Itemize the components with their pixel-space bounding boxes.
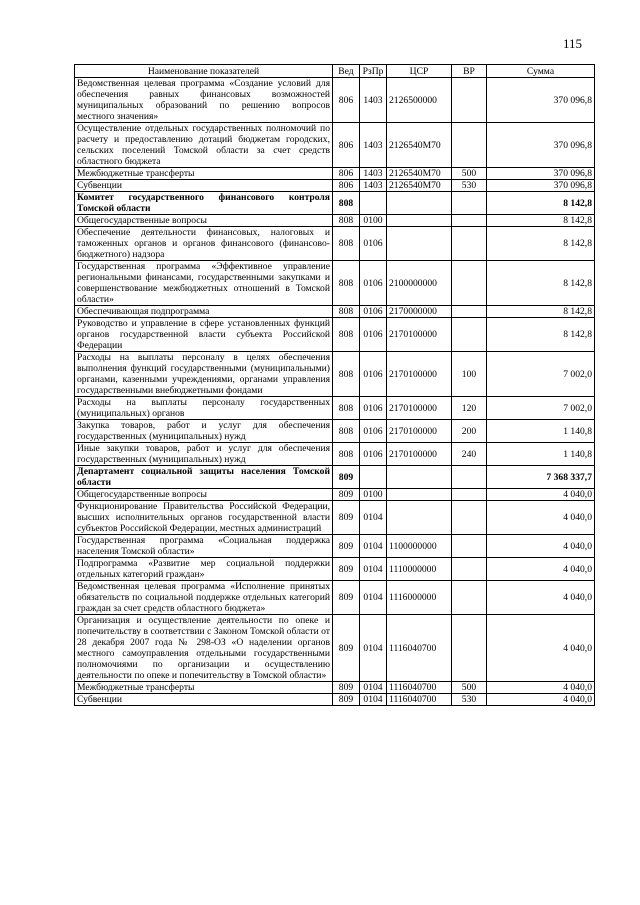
row-name-cell: Общегосударственные вопросы [75,489,333,501]
row-csr-cell: 1116000000 [387,581,452,615]
row-name-cell: Обеспечивающая подпрограмма [75,306,333,318]
table-row [75,261,595,306]
table-row [75,466,595,489]
row-vr-cell: 100 [452,352,487,397]
budget-table [74,64,595,706]
row-sum-cell: 8 142,8 [487,192,595,215]
table-row [75,443,595,466]
row-csr-cell: 2126540М70 [387,168,452,180]
row-vr-cell [452,489,487,501]
row-name-cell: Ведомственная целевая программа «Исполнение принятых обязательств по социальной поддержке отдельных категорий граждан за счет средств областного бюджета» [75,581,333,615]
table-row [75,682,595,694]
table-row [75,192,595,215]
table-row [75,558,595,581]
row-vr-cell: 120 [452,397,487,420]
header-sum: Сумма [487,65,595,78]
row-csr-cell: 1116040700 [387,694,452,706]
row-ved-cell: 808 [333,227,360,261]
row-sum-cell: 370 096,8 [487,123,595,168]
row-vr-cell [452,466,487,489]
row-name-cell: Департамент социальной защиты населения Томской области [75,466,333,489]
row-sum-cell: 4 040,0 [487,535,595,558]
row-name-cell: Организация и осуществление деятельности по опеке и попечительству в соответствии с Законом Томской области от 28 декабря 2007 года № 298-ОЗ «О наделении органов местного самоуправления отдельными государственными полномочиями по организации и осуществлению деятельности по опеке и попечительству в Томской области» [75,615,333,682]
row-rzpr-cell: 0106 [360,397,387,420]
row-rzpr-cell: 0104 [360,615,387,682]
header-name: Наименование показателей [75,65,333,78]
row-sum-cell: 4 040,0 [487,558,595,581]
header-vr: ВР [452,65,487,78]
row-rzpr-cell [360,192,387,215]
table-row [75,123,595,168]
row-ved-cell: 808 [333,352,360,397]
table-body [75,78,595,706]
row-ved-cell: 809 [333,558,360,581]
row-name-cell: Руководство и управление в сфере установленных функций органов государственной власти субъекта Российской Федерации [75,318,333,352]
header-ved: Вед [333,65,360,78]
row-sum-cell: 4 040,0 [487,682,595,694]
row-ved-cell: 806 [333,180,360,192]
row-name-cell: Межбюджетные трансферты [75,168,333,180]
row-ved-cell: 808 [333,443,360,466]
row-vr-cell [452,558,487,581]
row-vr-cell [452,306,487,318]
row-csr-cell: 1116040700 [387,615,452,682]
row-sum-cell: 8 142,8 [487,261,595,306]
row-sum-cell: 370 096,8 [487,168,595,180]
row-sum-cell: 8 142,8 [487,306,595,318]
row-ved-cell: 809 [333,682,360,694]
table-row [75,215,595,227]
row-ved-cell: 808 [333,397,360,420]
row-ved-cell: 809 [333,581,360,615]
row-csr-cell: 2126540М70 [387,180,452,192]
row-name-cell: Ведомственная целевая программа «Создание условий для обеспечения равных финансовых возможностей муниципальных образований по решению вопросов местного значения» [75,78,333,123]
row-vr-cell: 500 [452,168,487,180]
row-ved-cell: 806 [333,78,360,123]
row-ved-cell: 809 [333,489,360,501]
row-ved-cell: 808 [333,215,360,227]
row-vr-cell [452,261,487,306]
row-sum-cell: 7 002,0 [487,352,595,397]
table-row [75,318,595,352]
row-rzpr-cell: 1403 [360,180,387,192]
row-name-cell: Обеспечение деятельности финансовых, налоговых и таможенных органов и органов финансового (финансово-бюджетного) надзора [75,227,333,261]
row-rzpr-cell: 0104 [360,581,387,615]
row-sum-cell: 1 140,8 [487,443,595,466]
row-ved-cell: 809 [333,535,360,558]
row-rzpr-cell: 0104 [360,535,387,558]
row-vr-cell: 200 [452,420,487,443]
row-rzpr-cell: 0104 [360,682,387,694]
row-sum-cell: 4 040,0 [487,694,595,706]
row-csr-cell: 2170100000 [387,420,452,443]
row-sum-cell: 8 142,8 [487,318,595,352]
row-csr-cell: 2170100000 [387,318,452,352]
row-csr-cell: 2170100000 [387,443,452,466]
row-sum-cell: 4 040,0 [487,489,595,501]
row-csr-cell: 2100000000 [387,261,452,306]
header-rzpr: РзПр [360,65,387,78]
row-csr-cell [387,501,452,535]
row-rzpr-cell: 0104 [360,501,387,535]
header-csr: ЦСР [387,65,452,78]
table-row [75,501,595,535]
row-name-cell: Расходы на выплаты персоналу государственных (муниципальных) органов [75,397,333,420]
row-name-cell: Государственная программа «Социальная поддержка населения Томской области» [75,535,333,558]
table-header-row [75,65,595,78]
row-name-cell: Расходы на выплаты персоналу в целях обеспечения выполнения функций государственными (муниципальными) органами, казенными учреждениями, органами управления государственными внебюджетными фондами [75,352,333,397]
row-rzpr-cell: 0106 [360,420,387,443]
row-ved-cell: 808 [333,318,360,352]
row-name-cell: Иные закупки товаров, работ и услуг для обеспечения государственных (муниципальных) нужд [75,443,333,466]
row-name-cell: Общегосударственные вопросы [75,215,333,227]
row-vr-cell [452,501,487,535]
row-rzpr-cell [360,466,387,489]
row-ved-cell: 808 [333,420,360,443]
row-rzpr-cell: 0100 [360,489,387,501]
row-name-cell: Межбюджетные трансферты [75,682,333,694]
row-sum-cell: 370 096,8 [487,78,595,123]
row-sum-cell: 8 142,8 [487,215,595,227]
row-vr-cell [452,123,487,168]
row-csr-cell: 1110000000 [387,558,452,581]
table-row [75,227,595,261]
row-csr-cell: 2126540М70 [387,123,452,168]
row-name-cell: Закупка товаров, работ и услуг для обеспечения государственных (муниципальных) нужд [75,420,333,443]
table-row [75,306,595,318]
row-csr-cell [387,466,452,489]
table-row [75,352,595,397]
row-name-cell: Функционирование Правительства Российской Федерации, высших исполнительных органов государственной власти субъектов Российской Федерации, местных администраций [75,501,333,535]
row-vr-cell: 500 [452,682,487,694]
row-sum-cell: 4 040,0 [487,581,595,615]
row-ved-cell: 808 [333,192,360,215]
row-ved-cell: 806 [333,168,360,180]
row-ved-cell: 809 [333,694,360,706]
row-vr-cell: 530 [452,694,487,706]
table-row [75,168,595,180]
row-vr-cell [452,78,487,123]
row-csr-cell: 2170000000 [387,306,452,318]
row-csr-cell [387,192,452,215]
row-csr-cell: 2170100000 [387,352,452,397]
row-rzpr-cell: 0106 [360,318,387,352]
row-sum-cell: 4 040,0 [487,615,595,682]
row-name-cell: Субвенции [75,180,333,192]
row-csr-cell [387,215,452,227]
row-vr-cell [452,227,487,261]
table-row [75,694,595,706]
row-ved-cell: 806 [333,123,360,168]
row-ved-cell: 808 [333,306,360,318]
row-ved-cell: 808 [333,261,360,306]
row-sum-cell: 7 002,0 [487,397,595,420]
row-sum-cell: 370 096,8 [487,180,595,192]
table-row [75,180,595,192]
row-name-cell: Подпрограмма «Развитие мер социальной поддержки отдельных категорий граждан» [75,558,333,581]
row-rzpr-cell: 0106 [360,227,387,261]
row-csr-cell: 1116040700 [387,682,452,694]
row-csr-cell: 2170100000 [387,397,452,420]
row-rzpr-cell: 0106 [360,443,387,466]
row-vr-cell [452,535,487,558]
table-row [75,535,595,558]
row-rzpr-cell: 0106 [360,306,387,318]
table-row [75,489,595,501]
row-vr-cell [452,615,487,682]
row-sum-cell: 4 040,0 [487,501,595,535]
row-rzpr-cell: 0104 [360,694,387,706]
row-vr-cell [452,581,487,615]
row-name-cell: Осуществление отдельных государственных полномочий по расчету и предоставлению дотаций бюджетам городских, сельских поселений Томской области за счет средств областного бюджета [75,123,333,168]
row-csr-cell: 2126500000 [387,78,452,123]
row-vr-cell: 240 [452,443,487,466]
table-row [75,78,595,123]
row-sum-cell: 8 142,8 [487,227,595,261]
row-name-cell: Комитет государственного финансового контроля Томской области [75,192,333,215]
table-row [75,397,595,420]
row-rzpr-cell: 1403 [360,78,387,123]
row-rzpr-cell: 0100 [360,215,387,227]
table-row [75,615,595,682]
row-csr-cell: 1100000000 [387,535,452,558]
row-csr-cell [387,227,452,261]
row-rzpr-cell: 0106 [360,352,387,397]
row-name-cell: Государственная программа «Эффективное управление региональными финансами, государственными закупками и совершенствование межбюджетных отношений в Томской области» [75,261,333,306]
row-rzpr-cell: 0104 [360,558,387,581]
table-row [75,581,595,615]
row-sum-cell: 7 368 337,7 [487,466,595,489]
row-ved-cell: 809 [333,615,360,682]
row-vr-cell [452,215,487,227]
row-rzpr-cell: 1403 [360,168,387,180]
row-vr-cell [452,318,487,352]
table-row [75,420,595,443]
row-rzpr-cell: 1403 [360,123,387,168]
row-sum-cell: 1 140,8 [487,420,595,443]
row-csr-cell [387,489,452,501]
row-rzpr-cell: 0106 [360,261,387,306]
row-ved-cell: 809 [333,466,360,489]
page-number: 115 [563,36,583,51]
row-name-cell: Субвенции [75,694,333,706]
row-vr-cell: 530 [452,180,487,192]
row-ved-cell: 809 [333,501,360,535]
row-vr-cell [452,192,487,215]
